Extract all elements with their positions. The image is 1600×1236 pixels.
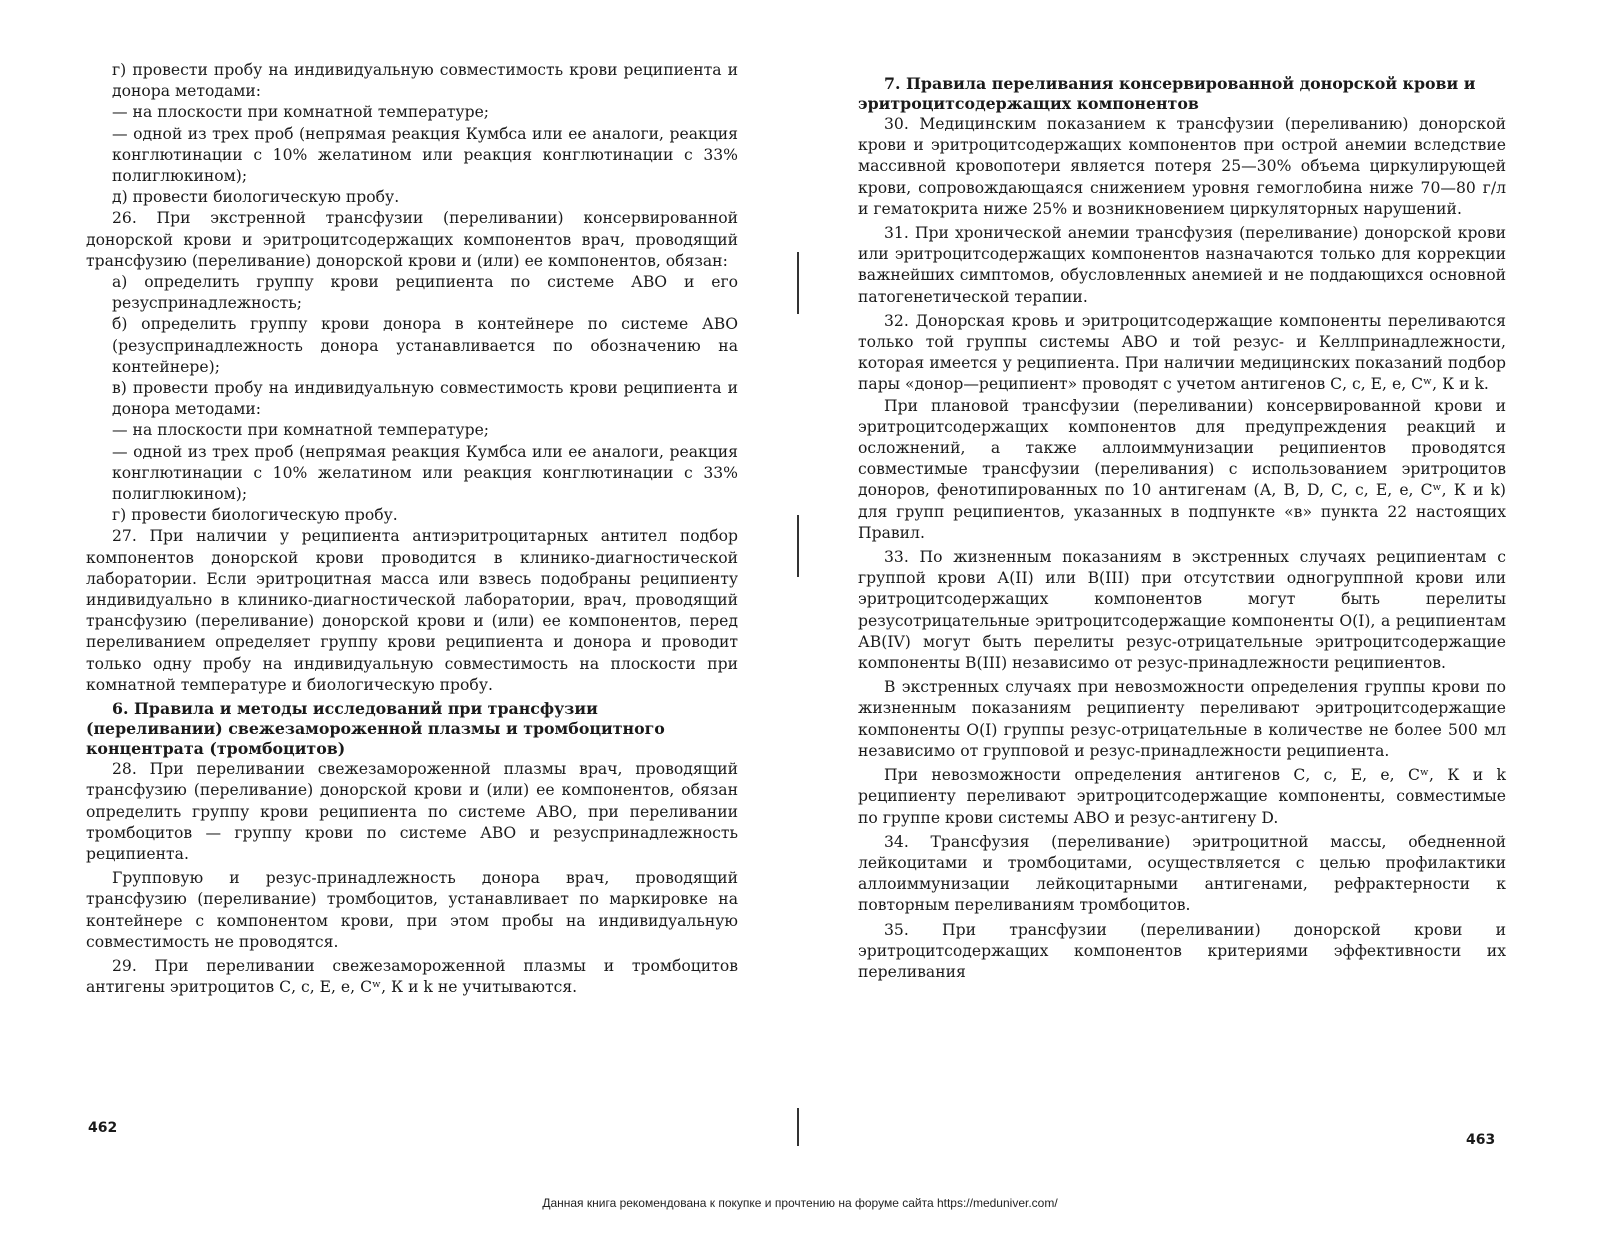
paragraph: г) провести биологическую пробу. [112,506,398,525]
paragraph: 27. При наличии у реципиента антиэритроцитарных антител подбор компонентов донорской крови проводится в клинико-диагностической лаборатории. Если эритроцитная масса или взвесь подобраны реципиенту индивидуально в клинико-диагностической лаборатории, врач, проводящий трансфузию (переливание) донорской крови и (или) ее компонентов, перед переливанием определяет группу крови реципиента и донора и проводит только одну пробу на индивидуальную совместимость на плоскости при комнатной температуре и биологическую пробу. [86,527,738,694]
paragraph: 32. Донорская кровь и эритроцитсодержащие компоненты переливаются только той группы системы АВО и той резус- и Келлпринадлежности, которая имеется у реципиента. При наличии медицинских показаний подбор пары «донор—реципиент» проводят с учетом антигенов С, с, Е, е, Сʷ, К и k. [858,311,1506,394]
paragraph: 34. Трансфузия (переливание) эритроцитной массы, обедненной лейкоцитами и тромбоцитами, осуществляется с целью профилактики аллоиммунизации лейкоцитарными антигенами, рефрактерности к повторным переливаниям тромбоцитов. [858,832,1506,915]
paragraph: — на плоскости при комнатной температуре; [112,103,490,122]
section-heading: 7. Правила переливания консервированной донорской крови и эритроцитсодержащих компонентов [858,74,1476,113]
paragraph: 31. При хронической анемии трансфузия (переливание) донорской крови или эритроцитсодержащих компонентов назначаются только для коррекции важнейших симптомов, обусловленных анемией и не поддающихся основной патогенетической терапии. [858,224,1506,306]
right-page [858,60,1506,983]
page-number-right: 463 [1466,1132,1496,1148]
paragraph: — на плоскости при комнатной температуре; [112,421,490,440]
paragraph: Групповую и резус-принадлежность донора врач, проводящий трансфузию (переливание) тромбоцитов, устанавливает по маркировке на контейнере с компонентом крови, при этом пробы на индивидуальную совместимость не проводятся. [86,869,738,951]
paragraph: 35. При трансфузии (переливании) донорской крови и эритроцитсодержащих компонентов критериями эффективности их переливания [858,920,1506,981]
paragraph: г) провести пробу на индивидуальную совместимость крови реципиента и донора методами: [112,61,738,101]
section-heading: 6. Правила и методы исследований при трансфузии (переливании) свежезамороженной плазмы и тромбоцитного концентрата (тромбоцитов) [86,699,665,759]
paragraph: 30. Медицинским показанием к трансфузии (переливанию) донорской крови и эритроцитсодержащих компонентов при острой анемии вследствие массивной кровопотери является потеря 25—30% объема циркулирующей крови, сопровождающаяся снижением уровня гемоглобина ниже 70—80 г/л и гематокрита ниже 25% и возникновением циркуляторных нарушений. [858,115,1506,218]
paragraph: д) провести биологическую пробу. [112,188,400,207]
paragraph: — одной из трех проб (непрямая реакция Кумбса или ее аналоги, реакция конглютинации с 10% желатином или реакция конглютинации с 33% полиглюкином); [112,124,738,186]
paragraph: 26. При экстренной трансфузии (переливании) консервированной донорской крови и эритроцитсодержащих компонентов врач, проводящий трансфузию (переливание) донорской крови и (или) ее компонентов, обязан: [86,209,738,270]
footer-note: Данная книга рекомендована к покупке и прочтению на форуме сайта https://meduniver.com/ [542,1196,1058,1210]
page-number-left: 462 [88,1120,118,1136]
paragraph: 28. При переливании свежезамороженной плазмы врач, проводящий трансфузию (переливание) донорской крови и (или) ее компонентов, обязан определить группу крови реципиента по системе АВО, при переливании тромбоцитов — группу крови по системе АВО и резуспринадлежность реципиента. [86,760,738,863]
scan-artifact-mark [797,515,799,577]
paragraph: — одной из трех проб (непрямая реакция Кумбса или ее аналоги, реакция конглютинации с 10% желатином или реакция конглютинации с 33% полиглюкином); [112,442,738,504]
paragraph: б) определить группу крови донора в контейнере по системе АВО (резуспринадлежность донора устанавливается по обозначению на контейнере); [112,315,738,376]
scan-artifact-mark [797,1108,799,1146]
paragraph: а) определить группу крови реципиента по системе АВО и его резуспринадлежность; [112,273,738,313]
scan-artifact-mark [797,252,799,314]
paragraph: В экстренных случаях при невозможности определения группы крови по жизненным показаниям реципиенту переливают эритроцитсодержащие компоненты О(I) группы резус-отрицательные в количестве не более 500 мл независимо от групповой и резус-принадлежности реципиента. [858,678,1506,760]
left-page [86,60,738,998]
paragraph: 29. При переливании свежезамороженной плазмы и тромбоцитов антигены эритроцитов С, с, Е, е, Сʷ, К и k не учитываются. [86,956,738,997]
paragraph: в) провести пробу на индивидуальную совместимость крови реципиента и донора методами: [112,379,738,419]
paragraph: При невозможности определения антигенов С, с, Е, е, Сʷ, К и k реципиенту переливают эритроцитсодержащие компоненты, совместимые по группе крови системы АВО и резус-антигену D. [858,766,1506,827]
paragraph: 33. По жизненным показаниям в экстренных случаях реципиентам с группой крови А(II) или В(III) при отсутствии одногруппной крови или эритроцитсодержащих компонентов могут быть перелиты резусотрицательные эритроцитсодержащие компоненты О(I), а реципиентам АВ(IV) могут быть перелиты резус-отрицательные эритроцитсодержащие компоненты В(III) независимо от резус-принадлежности реципиентов. [858,548,1506,673]
paragraph: При плановой трансфузии (переливании) консервированной крови и эритроцитсодержащих компонентов для предупреждения реакций и осложнений, а также аллоиммунизации реципиентов проводятся совместимые трансфузии (переливания) с использованием эритроцитов доноров, фенотипированных по 10 антигенам (А, В, D, С, с, Е, е, Сʷ, К и k) для групп реципиентов, указанных в подпункте «в» пункта 22 настоящих Правил. [858,396,1506,542]
